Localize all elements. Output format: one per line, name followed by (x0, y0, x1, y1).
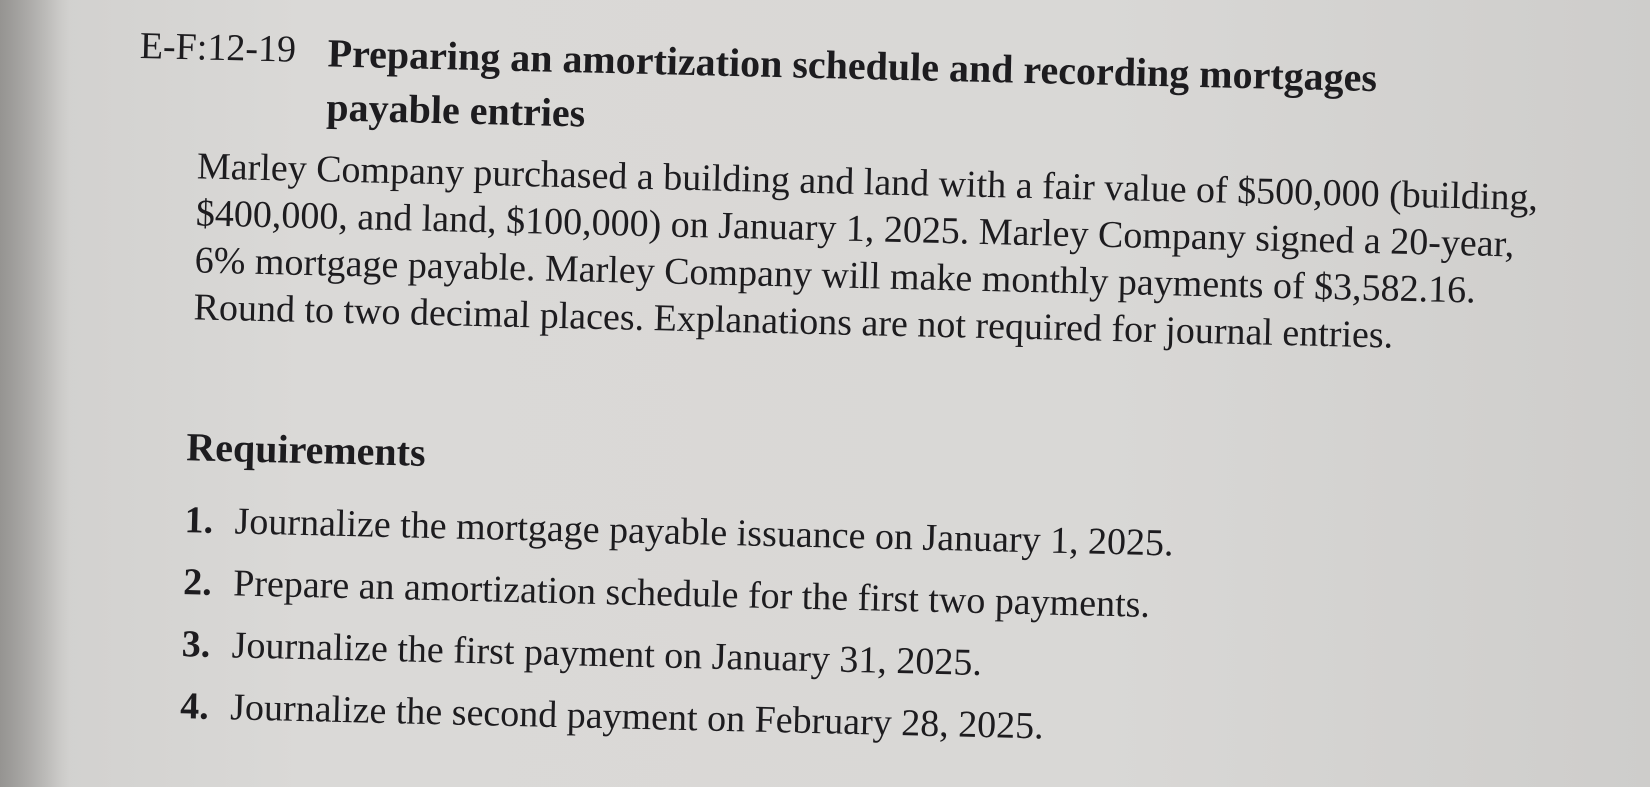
exercise-title: Preparing an amortization schedule and recording mortgages payable entries (325, 30, 1378, 136)
requirements-list (180, 489, 1386, 765)
exercise-body: Marley Company purchased a building and land with a fair value of $500,000 (building, $400,000, and land, $100,000) on January 1, 2025. Marley Company signed a 20-year, 6% mortgage payable. Marley Company will make monthly payments of $3,582.16. Round to two decimal places. Explanations are not required for journal entries. (193, 145, 1539, 357)
requirement-text: Journalize the second payment on February 28, 2025. (229, 686, 1045, 748)
requirement-number: 1. (184, 499, 214, 542)
requirement-number: 2. (182, 561, 213, 604)
requirement-text: Prepare an amortization schedule for the first two payments. (232, 562, 1151, 626)
requirement-number: 4. (179, 685, 210, 728)
requirement-number: 3. (181, 623, 211, 666)
requirement-text: Journalize the first payment on January 31, 2025. (231, 624, 983, 685)
exercise-code: E-F:12-19 (139, 25, 297, 71)
requirement-text: Journalize the mortgage payable issuance on January 1, 2025. (234, 500, 1175, 565)
requirements-heading: Requirements (185, 424, 427, 475)
